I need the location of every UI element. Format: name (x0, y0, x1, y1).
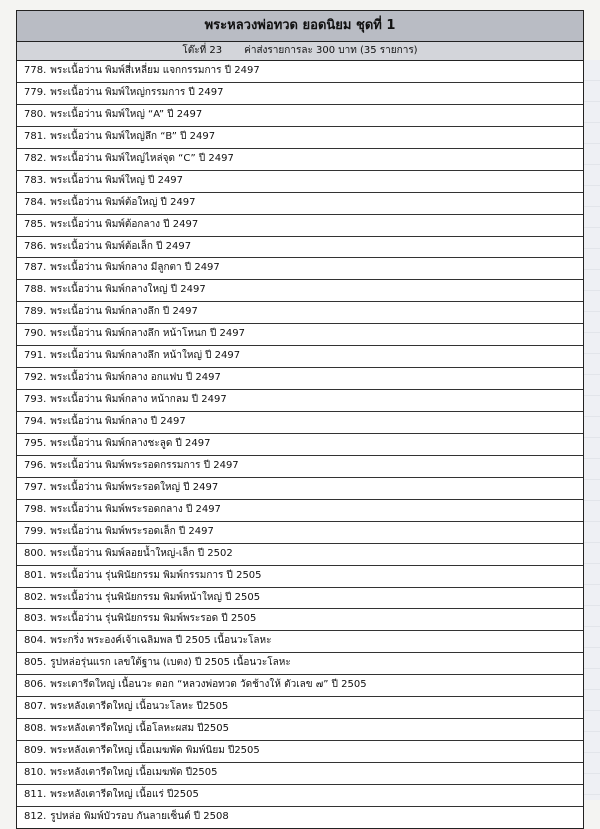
item-list (17, 61, 583, 828)
item-number: 781. (24, 130, 47, 142)
item-description: พระเนื้อว่าน พิมพ์พระรอดเล็ก ปี 2497 (50, 525, 214, 537)
list-item (17, 61, 583, 83)
item-description: พระเนื้อว่าน พิมพ์พระรอดกลาง ปี 2497 (50, 503, 221, 515)
list-item (17, 631, 583, 653)
item-number: 780. (24, 108, 47, 120)
item-number: 779. (24, 86, 47, 98)
item-description: พระเนื้อว่าน รุ่นพินัยกรรม พิมพ์พระรอด ปี 2505 (50, 613, 257, 625)
item-number: 778. (24, 65, 47, 76)
item-description: พระหลังเตารีดใหญ่ เนื้อนวะโลหะ ปี2505 (50, 701, 229, 713)
item-description: พระหลังเตารีดใหญ่ เนื้อแร่ ปี2505 (50, 788, 199, 800)
list-item (17, 215, 583, 237)
item-number: 790. (24, 328, 47, 340)
item-description: พระเนื้อว่าน พิมพ์ใหญ่ ปี 2497 (50, 174, 184, 186)
adjacent-page-edge (582, 60, 600, 800)
item-number: 812. (24, 810, 47, 822)
list-item (17, 412, 583, 434)
item-description: พระเนื้อว่าน พิมพ์กลางลึก หน้าใหญ่ ปี 2497 (50, 350, 241, 362)
item-number: 786. (24, 240, 47, 252)
list-item (17, 763, 583, 785)
item-number: 804. (24, 635, 47, 647)
table-number: โต๊ะที่ 23 (182, 45, 223, 56)
item-description: พระเนื้อว่าน พิมพ์กลาง อกแฟบ ปี 2497 (50, 372, 221, 384)
item-number: 805. (24, 657, 47, 669)
item-description: พระเนื้อว่าน พิมพ์กลาง หน้ากลม ปี 2497 (50, 394, 227, 406)
item-number: 799. (24, 525, 47, 537)
page-title: พระหลวงพ่อทวด ยอดนิยม ชุดที่ 1 (17, 11, 583, 42)
list-item (17, 105, 583, 127)
item-description: พระเนื้อว่าน รุ่นพินัยกรรม พิมพ์หน้าใหญ่ ปี 2505 (50, 591, 261, 603)
item-description: พระกริ่ง พระองค์เจ้าเฉลิมพล ปี 2505 เนื้อนวะโลหะ (50, 635, 272, 647)
item-number: 809. (24, 745, 47, 757)
item-number: 789. (24, 306, 47, 318)
item-description: พระหลังเตารีดใหญ่ เนื้อเมฆพัด พิมพ์นิยม ปี2505 (50, 745, 260, 757)
item-description: พระเนื้อว่าน พิมพ์ต้อกลาง ปี 2497 (50, 218, 199, 230)
item-number: 808. (24, 723, 47, 735)
shipping-fee: ค่าส่งรายการละ 300 บาท (35 รายการ) (244, 45, 418, 56)
list-item (17, 302, 583, 324)
item-number: 806. (24, 679, 47, 691)
list-item (17, 346, 583, 368)
list-item (17, 324, 583, 346)
item-number: 792. (24, 372, 47, 384)
list-item (17, 258, 583, 280)
item-number: 803. (24, 613, 47, 625)
item-description: พระเนื้อว่าน พิมพ์ใหญ่กรรมการ ปี 2497 (50, 86, 224, 98)
item-number: 782. (24, 152, 47, 164)
item-number: 795. (24, 437, 47, 449)
item-number: 788. (24, 284, 47, 296)
item-description: พระเนื้อว่าน พิมพ์ต้อเล็ก ปี 2497 (50, 240, 192, 252)
item-description: พระเนื้อว่าน พิมพ์ใหญ่ลึก “B” ปี 2497 (50, 130, 216, 142)
item-number: 794. (24, 416, 47, 427)
item-description: พระเตารีดใหญ่ เนื้อนวะ ตอก “หลวงพ่อทวด วัดช้างให้ ตัวเลข ๗” ปี 2505 (50, 679, 367, 691)
item-description: พระเนื้อว่าน พิมพ์กลางชะลูด ปี 2497 (50, 437, 211, 449)
item-description: พระเนื้อว่าน พิมพ์กลางใหญ่ ปี 2497 (50, 284, 206, 296)
item-number: 784. (24, 196, 47, 208)
list-item (17, 500, 583, 522)
item-description: พระเนื้อว่าน พิมพ์ใหญ่ “A” ปี 2497 (50, 108, 203, 120)
item-description: พระเนื้อว่าน พิมพ์สี่เหลี่ยม แจกกรรมการ ปี 2497 (50, 65, 260, 76)
list-item (17, 609, 583, 631)
list-item (17, 390, 583, 412)
item-number: 802. (24, 591, 47, 603)
table-subheader (17, 42, 583, 61)
item-description: พระเนื้อว่าน พิมพ์กลางลึก ปี 2497 (50, 306, 198, 318)
item-number: 783. (24, 174, 47, 186)
list-item (17, 127, 583, 149)
list-item (17, 522, 583, 544)
item-number: 793. (24, 394, 47, 406)
item-number: 785. (24, 218, 47, 230)
price-list-table (16, 10, 584, 829)
list-item (17, 171, 583, 193)
item-description: พระเนื้อว่าน พิมพ์กลาง ปี 2497 (50, 416, 186, 427)
item-description: พระเนื้อว่าน พิมพ์พระรอดใหญ่ ปี 2497 (50, 481, 219, 493)
item-number: 791. (24, 350, 47, 362)
list-item (17, 280, 583, 302)
item-number: 800. (24, 547, 47, 559)
list-item (17, 675, 583, 697)
list-item (17, 566, 583, 588)
item-number: 807. (24, 701, 47, 713)
list-item (17, 83, 583, 105)
list-item (17, 193, 583, 215)
item-description: พระเนื้อว่าน พิมพ์ต้อใหญ่ ปี 2497 (50, 196, 196, 208)
item-description: พระเนื้อว่าน พิมพ์กลางลึก หน้าโหนก ปี 2497 (50, 328, 245, 340)
list-item (17, 478, 583, 500)
item-number: 787. (24, 262, 47, 274)
list-item (17, 719, 583, 741)
list-item (17, 653, 583, 675)
item-description: พระเนื้อว่าน พิมพ์พระรอดกรรมการ ปี 2497 (50, 459, 239, 471)
list-item (17, 237, 583, 259)
item-description: พระเนื้อว่าน พิมพ์ลอยน้ำใหญ่-เล็ก ปี 2502 (50, 547, 233, 559)
item-description: พระเนื้อว่าน พิมพ์ใหญ่ไหล่จุด “C” ปี 2497 (50, 152, 234, 164)
item-description: พระเนื้อว่าน รุ่นพินัยกรรม พิมพ์กรรมการ ปี 2505 (50, 569, 262, 581)
list-item (17, 807, 583, 828)
list-item (17, 544, 583, 566)
item-number: 797. (24, 481, 47, 493)
item-description: พระหลังเตารีดใหญ่ เนื้อเมฆพัด ปี2505 (50, 767, 218, 778)
item-description: พระหลังเตารีดใหญ่ เนื้อโลหะผสม ปี2505 (50, 723, 230, 735)
item-number: 801. (24, 569, 47, 581)
item-number: 798. (24, 503, 47, 515)
item-description: รูปหล่อ พิมพ์บัวรอบ กันลายเซ็นต์ ปี 2508 (50, 810, 229, 822)
list-item (17, 741, 583, 763)
list-item (17, 368, 583, 390)
list-item (17, 149, 583, 171)
list-item (17, 697, 583, 719)
item-number: 810. (24, 767, 47, 778)
item-description: พระเนื้อว่าน พิมพ์กลาง มีลูกตา ปี 2497 (50, 262, 220, 274)
item-number: 811. (24, 788, 47, 800)
item-description: รูปหล่อรุ่นแรก เลขใต้ฐาน (เบตง) ปี 2505 เนื้อนวะโลหะ (50, 657, 291, 669)
item-number: 796. (24, 459, 47, 471)
list-item (17, 456, 583, 478)
list-item (17, 588, 583, 610)
list-item (17, 785, 583, 807)
list-item (17, 434, 583, 456)
